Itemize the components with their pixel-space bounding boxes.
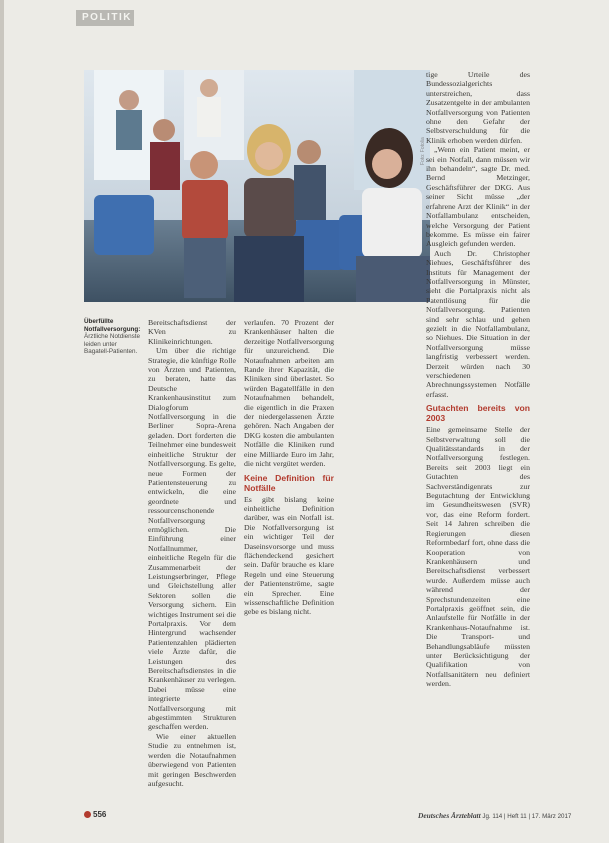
paragraph: Wie einer aktuellen Studie zu entnehmen ist, werden die Notaufnahmen überwiegend von Patienten mit geringen Beschwerden aufgesucht. — [148, 731, 236, 788]
section-label: POLITIK — [76, 10, 134, 26]
subheading: Gutachten bereits von 2003 — [426, 403, 530, 424]
page-binding-edge — [0, 0, 4, 843]
caption-text: Ärztliche Notdienste leiden unter Bagatell-Patienten. — [84, 333, 140, 356]
page-number — [84, 810, 106, 819]
page-number-text: 556 — [93, 810, 107, 819]
article-photo — [84, 70, 430, 302]
paragraph: Um über die richtige Strategie, die künftige Rolle von Ärzten und Patienten, zu beraten, hatte das Deutsche Krankenhausinstitut zum Dialogforum Notfallversorgung in die Berliner Sopra-Arena geladen. Dort forderten die Teilnehmer eine bundesweit einheitliche Struktur der Notfallversorgung. Es gelte, neue Formen der Patientensteuerung zu entwickeln, die eine geordnete und ressourcenschonende Notfallversorgung ermöglichen. Die Einführung einer Notfallnummer, einheitliche Regeln für die Zusammenarbeit der Leistungserbringer, Pflege und Gleichstellung aller Sektoren sollen die Versorgung sichern. Ein wichtiges Instrument sei die Portalpraxis. Vor dem Hintergrund wachsender Patientenzahlen plädierten viele Ärzte dafür, die Leistungen des Bereitschaftsdienstes in die Krankenhäuser zu verlegen. Dabei müsse eine integrierte Notfallversorgung mit abgestimmten Strukturen geschaffen werden. — [148, 346, 236, 732]
journal-issue: Jg. 114 | Heft 11 | 17. März 2017 — [482, 813, 572, 820]
journal-footer — [418, 811, 571, 820]
text-column-3 — [426, 70, 530, 804]
paragraph: Eine gemeinsame Stelle der Selbstverwaltung soll die Qualitätsstandards in der Notfallversorgung festlegen. Bereits seit 2003 liegt ein Gutachten des Sachverständigenrats zur Begutachtung der Entwicklung im Gesundheitswesen (SVR) vor, das eine Reform fordert. Seit 14 Jahren schreiben die Regierungen diesen Reformbedarf fort, ohne dass die Kooperation von Krankenhäusern und Bereitschaftsdienst verbessert wurde. Außerdem müsse auch während der Sprechstundenzeiten eine Portalpraxis geöffnet sein, die Anlaufstelle für Notfälle in der Krankenhaus-Notaufnahme ist. Die Transport- und Behandlungsabläufe müssten unter Berücksichtigung der Qualifikation von Notfallsanitätern neu definiert werden. — [426, 425, 530, 689]
paragraph: Auch Dr. Christopher Niehues, Geschäftsführer des Instituts für Management der Notfallversorgung in Münster, sieht die Portalpraxis nicht als Patentlösung für die Notfallversorgung. Patienten sind sehr schlau und gehen gezielt in die Notfallambulanz, so Niehues. Die Situation in der Notfallversorgung müsse langfristig verbessert werden. Derzeit würden nach 30 verschiedenen Abrechnungssystemen Notfälle erfasst. — [426, 248, 530, 399]
paragraph: verlaufen. 70 Prozent der Krankenhäuser halten die derzeitige Notfallversorgung für unzureichend. Die Notaufnahmen arbeiten am Rande ihrer Kapazität, die Kliniken sind überlastet. So würden Bagatellfälle in den Notaufnahmen behandelt, die eigentlich in die Praxen der niedergelassenen Ärzte gehören. Nach Angaben der DKG kosten die ambulanten Notfälle die Kliniken rund eine Milliarde Euro im Jahr, die nicht vergütet werden. — [244, 318, 334, 469]
paragraph: „Wenn ein Patient meint, er sei ein Notfall, dann müssen wir ihn behandeln“, sagte Dr. med. Bernd Metzinger, Geschäftsführer der DKG. Aus seiner Sicht müsse „der erfahrene Arzt der Klinik“ in der Notfallambulanz entscheiden, welche Versorgung der Patient bekomme. Es müsse ein fairer Ausgleich gefunden werden. — [426, 145, 530, 249]
text-column-2 — [244, 318, 334, 804]
subheading: Keine Definition für Notfälle — [244, 472, 334, 493]
photo-caption — [84, 318, 142, 356]
paragraph: Es gibt bislang keine einheitliche Definition darüber, was ein Notfall ist. Die Notfallversorgung ist ein wichtiger Teil der Daseinsvorsorge und muss flächendeckend gesichert sein. Dafür brauche es klare Regeln und eine Steuerung der Patientenströme, sagte ein Sprecher. Eine wissenschaftliche Definition gebe es bislang nicht. — [244, 494, 334, 617]
journal-name: Deutsches Ärzteblatt — [418, 811, 481, 820]
paragraph: Bereitschaftsdienst der KVen zu Klinikeinrichtungen. — [148, 318, 236, 346]
page-marker-icon — [84, 811, 91, 818]
paragraph: tige Urteile des Bundessozialgerichts unterstreichen, dass Zusatzentgelte in der ambulanten Notfallversorgung von Patienten ohne den Gefahr der Selbstverschuldung für die Klinik erhoben werden dürfen. — [426, 70, 530, 145]
caption-headline: Überfüllte Notfallversorgung: — [84, 318, 141, 333]
text-column-1 — [148, 318, 236, 804]
photo-credit: Foto: Fotolia — [420, 137, 426, 165]
